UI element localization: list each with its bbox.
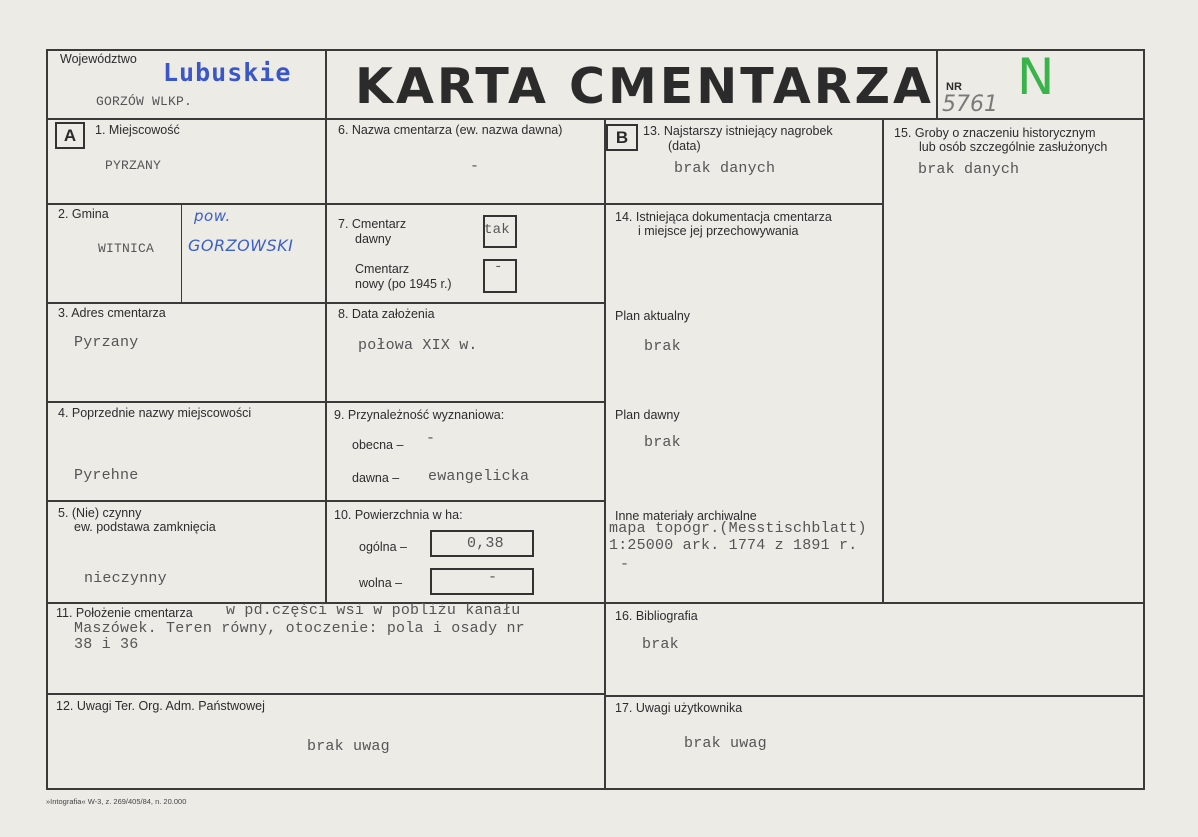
field-8-value: połowa XIX w. bbox=[358, 337, 478, 354]
wojewodztwo-stamp: Lubuskie bbox=[163, 58, 292, 87]
field-10-ogolna-label: ogólna – bbox=[359, 540, 407, 554]
field-4-label: 4. Poprzednie nazwy miejscowości bbox=[58, 406, 252, 420]
field-9-dawna-value: ewangelicka bbox=[428, 468, 530, 485]
field-8-label: 8. Data założenia bbox=[338, 307, 435, 321]
field-16-value: brak bbox=[642, 636, 679, 653]
inne-materialy-label: Inne materiały archiwalne bbox=[615, 509, 757, 523]
wojewodztwo-typed: GORZÓW WLKP. bbox=[96, 94, 193, 109]
card-border-right bbox=[1143, 49, 1145, 790]
plan-dawny-value: brak bbox=[644, 434, 681, 451]
row-divider-3 bbox=[46, 401, 606, 403]
header-bottom bbox=[46, 118, 1145, 120]
field-15-value: brak danych bbox=[918, 161, 1020, 178]
print-footer: »Intografia« W-3, z. 269/405/84, n. 20.000 bbox=[46, 797, 187, 806]
field-7-label-dawny-1: 7. Cmentarz bbox=[338, 217, 407, 231]
plan-aktualny-label: Plan aktualny bbox=[615, 309, 691, 323]
field-10-ogolna-value: 0,38 bbox=[467, 535, 504, 552]
field-2-note-line2: GORZOWSKI bbox=[188, 236, 294, 255]
nr-mark: N bbox=[1017, 48, 1055, 106]
field-7-label-nowy-1: Cmentarz bbox=[355, 262, 410, 276]
row-divider-6-left bbox=[46, 693, 606, 695]
field-2-note-line1: pow. bbox=[194, 207, 231, 225]
field-1-value: PYRZANY bbox=[105, 158, 162, 173]
field-16-label: 16. Bibliografia bbox=[615, 609, 698, 623]
card-border-top bbox=[46, 49, 1145, 51]
field-10-wolna-box bbox=[430, 568, 534, 595]
field-11-line1: w pd.części wsi w pobliżu kanału bbox=[226, 602, 521, 619]
row-divider-2 bbox=[46, 302, 606, 304]
wojewodztwo-label: Województwo bbox=[60, 52, 137, 66]
field-9-obecna-label: obecna – bbox=[352, 438, 404, 452]
field-11-label: 11. Położenie cmentarza bbox=[56, 606, 193, 620]
row-divider-5 bbox=[46, 602, 1145, 604]
field-2-label: 2. Gmina bbox=[58, 207, 109, 221]
field-10-label: 10. Powierzchnia w ha: bbox=[334, 508, 463, 522]
field-5-label-line2: ew. podstawa zamknięcia bbox=[74, 520, 216, 534]
col-divider-1 bbox=[325, 118, 327, 603]
field-15-label-line1: 15. Groby o znaczeniu historycznym bbox=[894, 126, 1096, 140]
field-9-dawna-label: dawna – bbox=[352, 471, 400, 485]
card-border-left bbox=[46, 49, 48, 790]
field-7-label-dawny-2: dawny bbox=[355, 232, 392, 246]
field-12-value: brak uwag bbox=[307, 738, 390, 755]
field-11-line2: Maszówek. Teren równy, otoczenie: pola i osady nr bbox=[74, 620, 525, 637]
plan-dawny-label: Plan dawny bbox=[615, 408, 680, 422]
field-13-label-line1: 13. Najstarszy istniejący nagrobek bbox=[643, 124, 833, 138]
header-divider-1 bbox=[325, 49, 327, 119]
field-9-obecna-value: - bbox=[426, 430, 436, 447]
field-13-value: brak danych bbox=[674, 160, 776, 177]
header-divider-2 bbox=[936, 49, 938, 119]
section-a-badge: A bbox=[55, 122, 85, 149]
field-6-label: 6. Nazwa cmentarza (ew. nazwa dawna) bbox=[338, 123, 563, 137]
nr-value: 5761 bbox=[942, 92, 998, 117]
field-13-label-line2: (data) bbox=[668, 139, 701, 153]
field-10-wolna-label: wolna – bbox=[359, 576, 403, 590]
field-9-label: 9. Przynależność wyznaniowa: bbox=[334, 408, 505, 422]
nr-label: NR bbox=[946, 81, 962, 93]
field-2-value: WITNICA bbox=[98, 241, 155, 256]
inne-materialy-line3: - bbox=[620, 556, 630, 573]
field-10-wolna-value: - bbox=[488, 569, 498, 586]
field-17-label: 17. Uwagi użytkownika bbox=[615, 701, 743, 715]
field-7-nowy-value: - bbox=[494, 259, 503, 275]
field-3-value: Pyrzany bbox=[74, 334, 139, 351]
field-5-label-line1: 5. (Nie) czynny bbox=[58, 506, 142, 520]
field-7-label-nowy-2: nowy (po 1945 r.) bbox=[355, 277, 452, 291]
inne-materialy-line1: mapa topogr.(Messtischblatt) bbox=[609, 520, 867, 537]
page-title: KARTA CMENTARZA bbox=[355, 58, 934, 115]
field-14-label-line2: i miejsce jej przechowywania bbox=[638, 224, 799, 238]
field-3-label: 3. Adres cmentarza bbox=[58, 306, 166, 320]
field-14-label-line1: 14. Istniejąca dokumentacja cmentarza bbox=[615, 210, 832, 224]
field-11-line3: 38 i 36 bbox=[74, 636, 139, 653]
card-border-bottom bbox=[46, 788, 1145, 790]
col-divider-3 bbox=[882, 118, 884, 603]
plan-aktualny-value: brak bbox=[644, 338, 681, 355]
gmina-inner-divider bbox=[181, 203, 182, 303]
inne-materialy-line2: 1:25000 ark. 1774 z 1891 r. bbox=[609, 537, 858, 554]
field-1-label: 1. Miejscowość bbox=[95, 123, 180, 137]
field-15-label-line2: lub osób szczególnie zasłużonych bbox=[919, 140, 1108, 154]
field-7-dawny-value: tak bbox=[484, 222, 510, 238]
field-6-value: - bbox=[470, 158, 480, 175]
field-12-label: 12. Uwagi Ter. Org. Adm. Państwowej bbox=[56, 699, 265, 713]
section-b-badge: B bbox=[606, 124, 638, 151]
row-divider-1 bbox=[46, 203, 884, 205]
field-17-value: brak uwag bbox=[684, 735, 767, 752]
row-divider-6-right bbox=[604, 695, 1145, 697]
col-divider-2 bbox=[604, 118, 606, 790]
field-4-value: Pyrehne bbox=[74, 467, 139, 484]
field-5-value: nieczynny bbox=[84, 570, 167, 587]
row-divider-4 bbox=[46, 500, 606, 502]
